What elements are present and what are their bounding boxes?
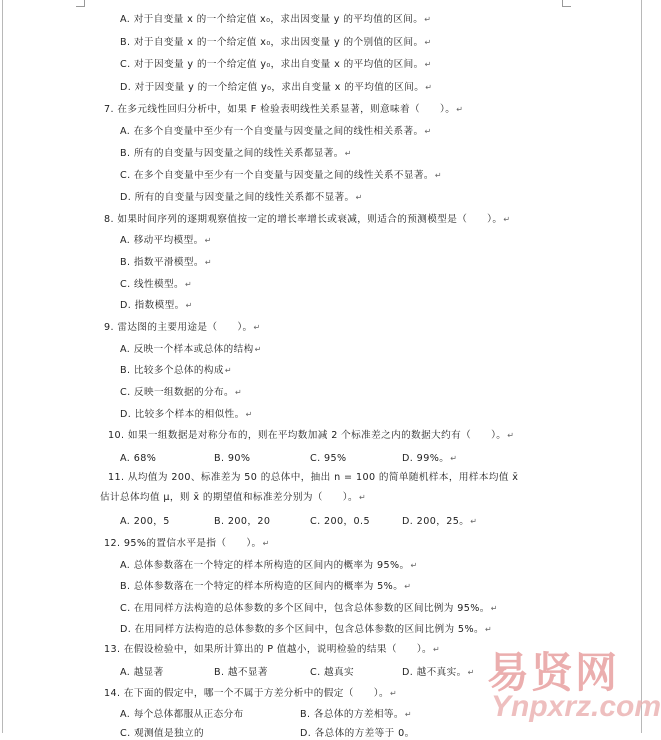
question-stem: 13. 在假设检验中，如果所计算出的 P 值越小，说明检验的结果（ ）。↵ bbox=[104, 644, 441, 655]
option-line: D. 200，25。↵ bbox=[402, 516, 478, 527]
return-mark-icon: ↵ bbox=[484, 625, 493, 634]
option-line: B. 总体参数落在一个特定的样本所构造的区间内的概率为 5%。↵ bbox=[120, 581, 412, 592]
crop-mark-icon bbox=[76, 0, 85, 7]
option-line: B. 90% bbox=[214, 453, 251, 464]
return-mark-icon: ↵ bbox=[450, 454, 458, 463]
return-mark-icon: ↵ bbox=[424, 60, 432, 69]
return-mark-icon: ↵ bbox=[254, 345, 262, 354]
option-line: B. 指数平滑模型。↵ bbox=[120, 257, 212, 268]
option-line: D. 指数模型。↵ bbox=[120, 300, 193, 311]
question-stem: 11. 从均值为 200、标准差为 50 的总体中，抽出 n = 100 的简单随机样本，用样本均值 x̄ bbox=[108, 472, 519, 483]
option-line: B. 越不显著 bbox=[214, 667, 268, 678]
page-right-border bbox=[641, 0, 642, 733]
return-mark-icon: ↵ bbox=[389, 689, 398, 698]
return-mark-icon: ↵ bbox=[467, 668, 475, 677]
option-line: A. 在多个自变量中至少有一个自变量与因变量之间的线性相关系著。↵ bbox=[120, 126, 432, 137]
return-mark-icon: ↵ bbox=[424, 15, 432, 24]
question-stem: 10. 如果一组数据是对称分布的，则在平均数加减 2 个标准差之内的数据大约有（ ）。↵ bbox=[108, 430, 515, 441]
return-mark-icon: ↵ bbox=[224, 366, 232, 375]
return-mark-icon: ↵ bbox=[355, 193, 363, 202]
option-line: A. 总体参数落在一个特定的样本所构造的区间内的概率为 95%。↵ bbox=[120, 560, 418, 571]
option-line: D. 99%。↵ bbox=[402, 453, 458, 464]
return-mark-icon: ↵ bbox=[470, 517, 478, 526]
return-mark-icon: ↵ bbox=[434, 171, 442, 180]
return-mark-icon: ↵ bbox=[204, 258, 212, 267]
return-mark-icon: ↵ bbox=[424, 38, 432, 47]
option-line: A. 200，5 bbox=[120, 516, 170, 527]
option-line: C. 在多个自变量中至少有一个自变量与因变量之间的线性关系不显著。↵ bbox=[120, 170, 442, 181]
question-stem: 14. 在下面的假定中，哪一个不属于方差分析中的假定（ ）。↵ bbox=[104, 688, 398, 699]
option-line: D. 对于因变量 y 的一个给定值 y₀，求出自变量 x 的平均值的区间。↵ bbox=[120, 82, 433, 93]
question-stem: 12. 95%的置信水平是指（ ）。↵ bbox=[104, 538, 270, 549]
question-stem: 7. 在多元线性回归分析中，如果 F 检验表明线性关系显著，则意味着（ ）。↵ bbox=[104, 104, 464, 115]
option-line: C. 反映一组数据的分布。↵ bbox=[120, 387, 243, 398]
site-watermark bbox=[487, 640, 661, 732]
option-line: A. 移动平均模型。↵ bbox=[120, 235, 212, 246]
option-line: C. 越真实 bbox=[310, 667, 354, 678]
option-line: B. 所有的自变量与因变量之间的线性关系都显著。↵ bbox=[120, 148, 352, 159]
option-line: B. 200，20 bbox=[214, 516, 271, 527]
option-line: A. 反映一个样本或总体的结构↵ bbox=[120, 344, 262, 355]
option-line: D. 所有的自变量与因变量之间的线性关系都不显著。↵ bbox=[120, 192, 363, 203]
option-line: C. 在用同样方法构造的总体参数的多个区间中，包含总体参数的区间比例为 95%。↵ bbox=[120, 603, 498, 614]
return-mark-icon: ↵ bbox=[424, 127, 432, 136]
return-mark-icon: ↵ bbox=[184, 280, 193, 289]
return-mark-icon: ↵ bbox=[185, 301, 193, 310]
watermark-url-text: Ynpxrz.com bbox=[491, 690, 661, 723]
return-mark-icon: ↵ bbox=[204, 236, 212, 245]
option-line: A. 68% bbox=[120, 453, 157, 464]
watermark-chinese-text: 易贤网 bbox=[487, 648, 620, 697]
return-mark-icon: ↵ bbox=[433, 645, 441, 654]
return-mark-icon: ↵ bbox=[456, 105, 464, 114]
question-stem: 估计总体均值 μ，则 x̄ 的期望值和标准差分别为（ ）。↵ bbox=[100, 492, 367, 503]
page-left-border bbox=[2, 0, 3, 733]
option-line: D. 越不真实。↵ bbox=[402, 667, 475, 678]
return-mark-icon: ↵ bbox=[253, 323, 261, 332]
return-mark-icon: ↵ bbox=[245, 410, 253, 419]
option-line: B. 对于自变量 x 的一个给定值 x₀，求出因变量 y 的个别值的区间。↵ bbox=[120, 37, 432, 48]
return-mark-icon: ↵ bbox=[490, 604, 498, 613]
option-line: D. 比较多个样本的相似性。↵ bbox=[120, 409, 253, 420]
crop-mark-icon bbox=[562, 0, 571, 7]
option-line: C. 对于因变量 y 的一个给定值 y₀，求出自变量 x 的平均值的区间。↵ bbox=[120, 59, 432, 70]
option-line: C. 观测值是独立的 bbox=[120, 728, 204, 739]
return-mark-icon: ↵ bbox=[425, 83, 433, 92]
option-line: C. 200，0.5 bbox=[310, 516, 370, 527]
return-mark-icon: ↵ bbox=[344, 149, 352, 158]
question-stem: 8. 如果时间序列的逐期观察值按一定的增长率增长或衰减，则适合的预测模型是（ ）。↵ bbox=[104, 214, 511, 225]
return-mark-icon: ↵ bbox=[410, 561, 418, 570]
return-mark-icon: ↵ bbox=[404, 582, 412, 591]
option-line: A. 每个总体都服从正态分布 bbox=[120, 709, 244, 720]
option-line: B. 各总体的方差相等。↵ bbox=[300, 709, 412, 720]
option-line: C. 线性模型。↵ bbox=[120, 279, 193, 290]
return-mark-icon: ↵ bbox=[503, 215, 511, 224]
option-line: A. 对于自变量 x 的一个给定值 x₀，求出因变量 y 的平均值的区间。↵ bbox=[120, 14, 432, 25]
option-line: D. 各总体的方差等于 0。 bbox=[300, 728, 415, 739]
question-stem: 9. 雷达图的主要用途是（ ）。↵ bbox=[104, 322, 261, 333]
option-line: D. 在用同样方法构造的总体参数的多个区间中，包含总体参数的区间比例为 5%。↵ bbox=[120, 624, 493, 635]
return-mark-icon: ↵ bbox=[404, 710, 412, 719]
option-line: C. 95% bbox=[310, 453, 347, 464]
option-line: A. 越显著 bbox=[120, 667, 164, 678]
option-line: B. 比较多个总体的构成↵ bbox=[120, 365, 232, 376]
return-mark-icon: ↵ bbox=[262, 539, 270, 548]
return-mark-icon: ↵ bbox=[234, 388, 243, 397]
return-mark-icon: ↵ bbox=[507, 431, 515, 440]
return-mark-icon: ↵ bbox=[358, 493, 367, 502]
